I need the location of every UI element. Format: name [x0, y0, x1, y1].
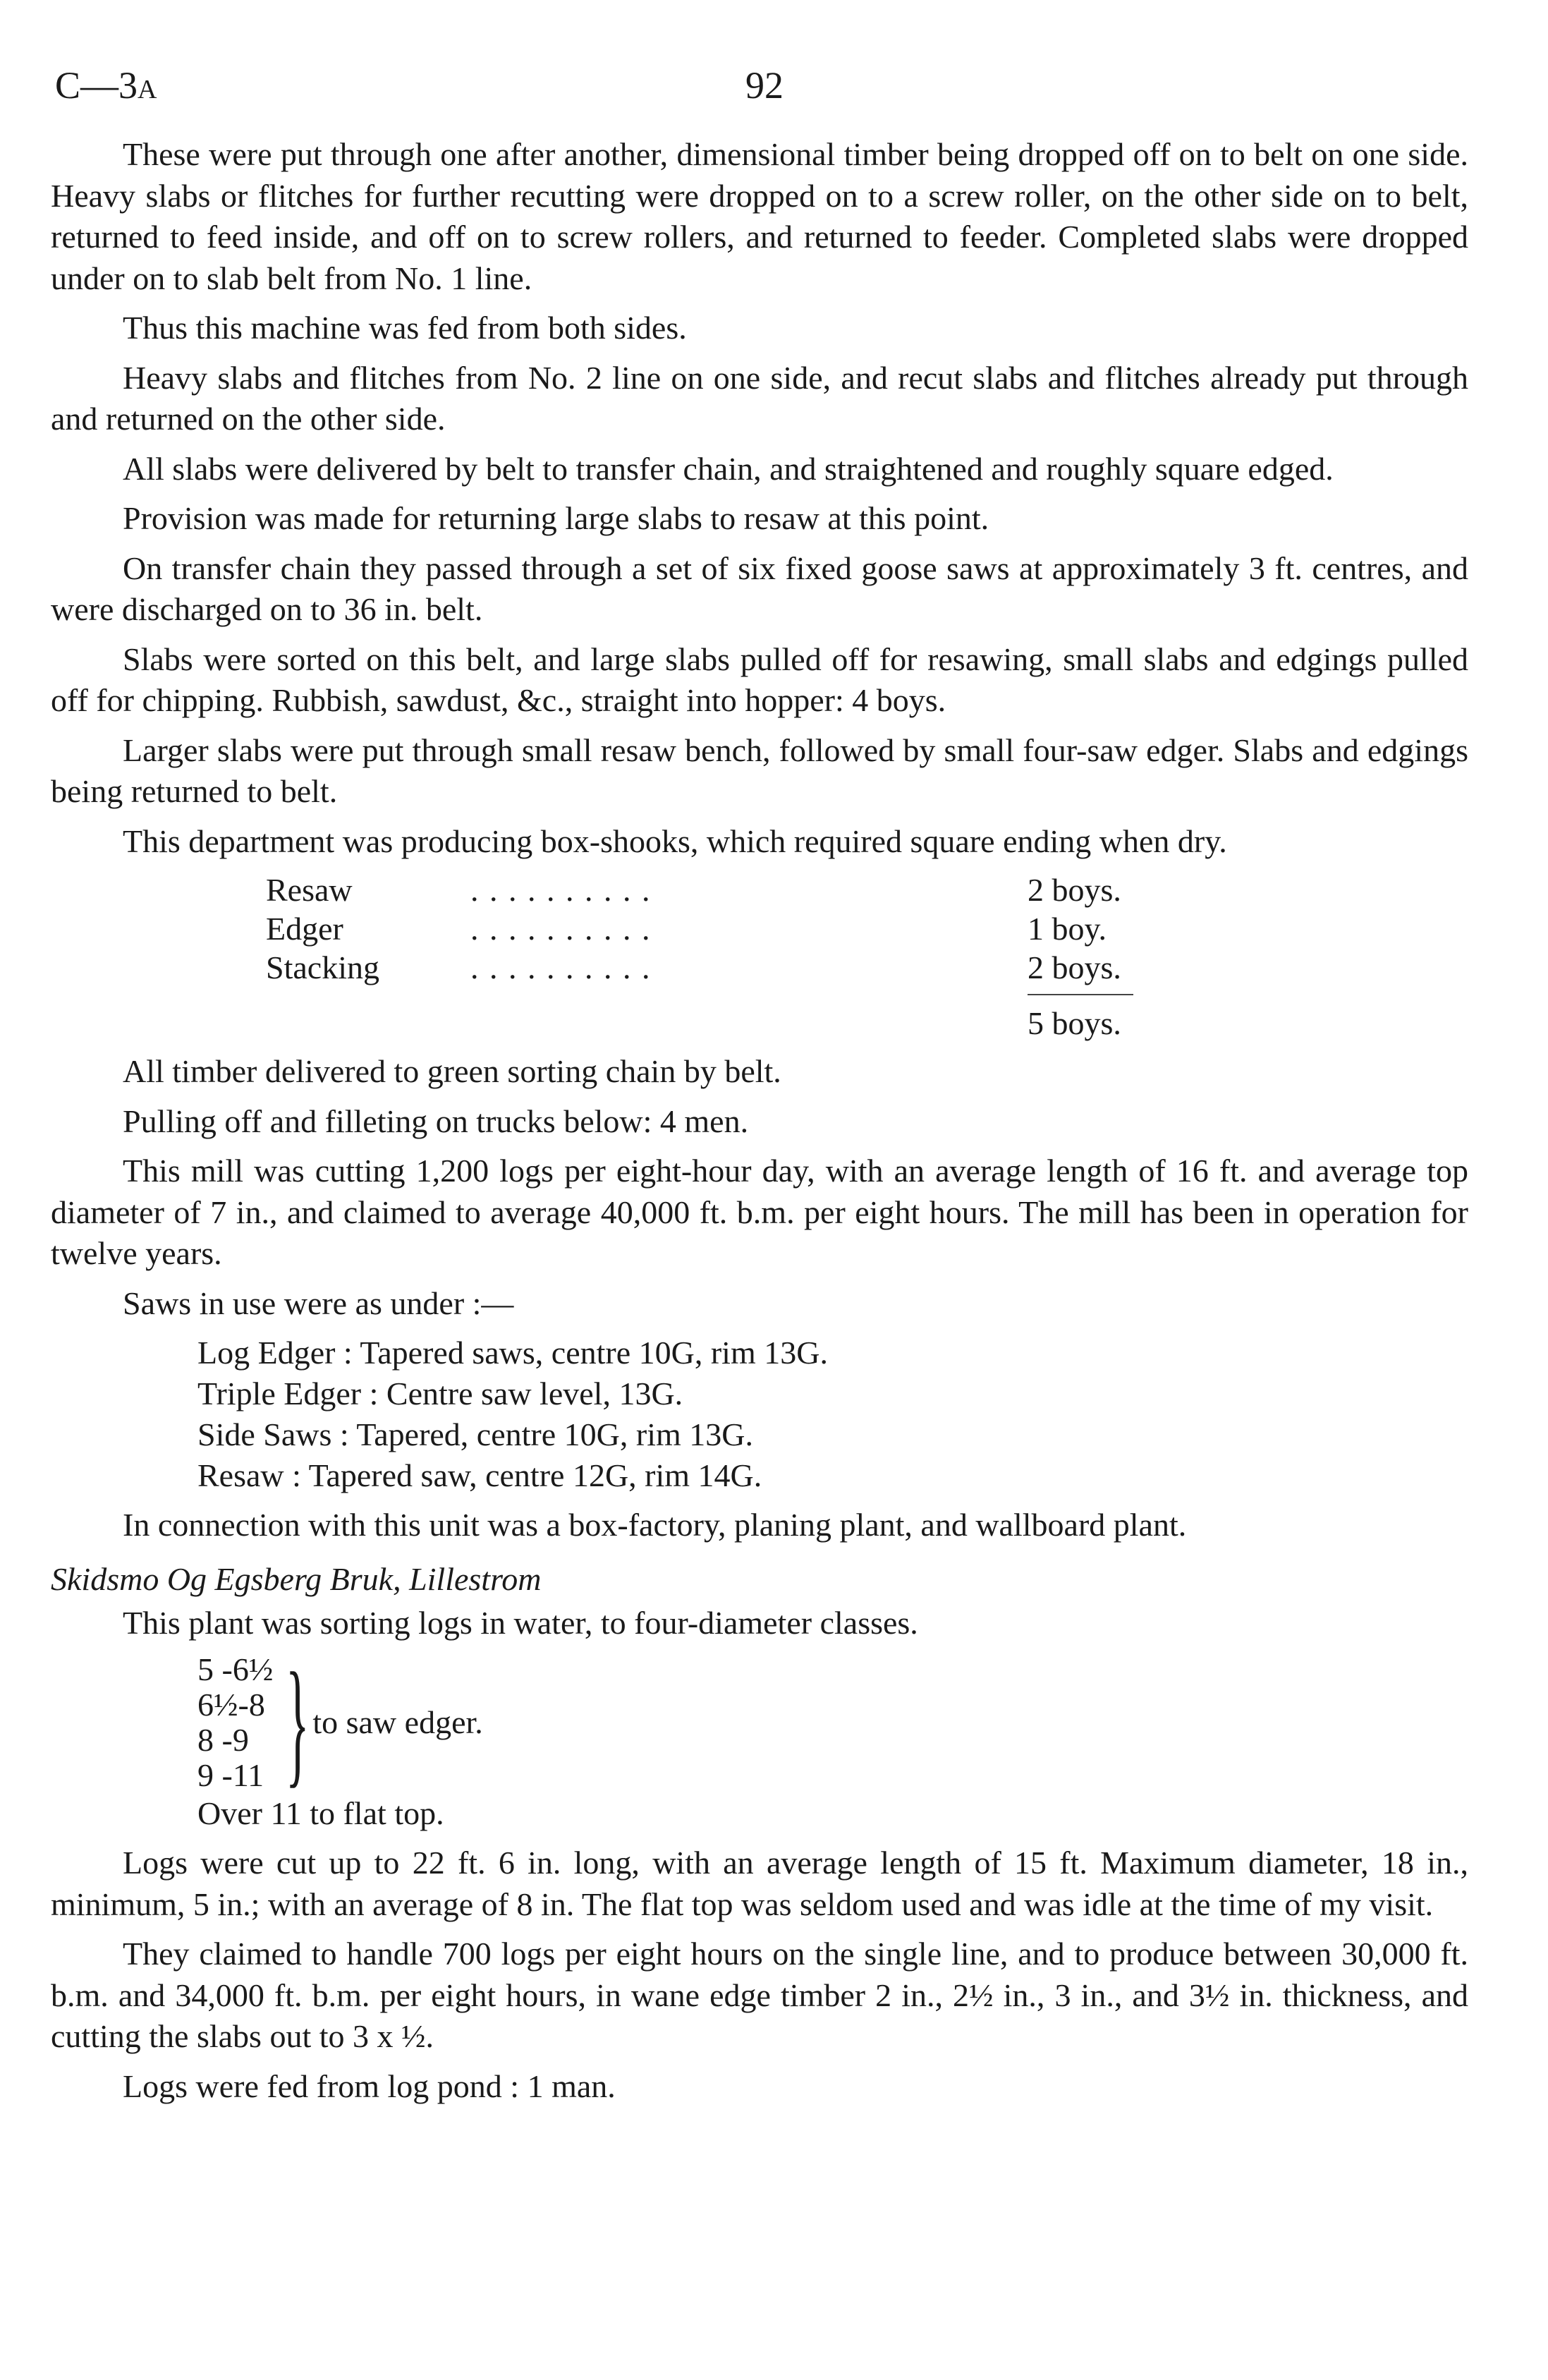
document-page [51, 63, 1468, 2115]
paragraph: Larger slabs were put through small resaw bench, followed by small four-saw edger. Slabs and edgings being returned to belt. [51, 731, 1468, 809]
crew-role: Edger [266, 911, 343, 947]
paragraph: Logs were cut up to 22 ft. 6 in. long, with an average length of 15 ft. Maximum diameter, 18 in., minimum, 5 in.; with an average of 8 in. The flat top was seldom used and was idle at the time of my visit. [51, 1845, 1468, 1922]
paragraph: Pulling off and filleting on trucks below: 4 men. [123, 1103, 749, 1139]
leader-dots: . . . . . . . . . . [470, 949, 652, 985]
class-item: 5 -6½ [197, 1651, 274, 1687]
paragraph: Saws in use were as under :— [123, 1285, 514, 1321]
saw-item: Resaw : Tapered saw, centre 12G, rim 14G. [197, 1457, 762, 1493]
paragraph: These were put through one after another, dimensional timber being dropped off on to belt on one side. Heavy slabs or flitches for further recutting were dropped on to a screw roller, on the other side on to belt, returned to feed inside, and off on to screw rollers, and returned to feeder. Completed slabs were dropped under on to slab belt from No. 1 line. [51, 136, 1468, 296]
paragraph: In connection with this unit was a box-factory, planing plant, and wallboard plant. [123, 1507, 1187, 1543]
paragraph: This mill was cutting 1,200 logs per eight-hour day, with an average length of 16 ft. and average top diameter of 7 in., and claimed to average 40,000 ft. b.m. per eight hours. The mill has been in operation for twelve years. [51, 1153, 1468, 1271]
paragraph: This plant was sorting logs in water, to four-diameter classes. [123, 1604, 918, 1641]
leader-dots: . . . . . . . . . . [470, 911, 652, 947]
class-item: 6½-8 [197, 1687, 265, 1723]
paragraph: Logs were fed from log pond : 1 man. [123, 2068, 616, 2104]
saw-item: Triple Edger : Centre saw level, 13G. [197, 1376, 683, 1411]
crew-row [266, 948, 1468, 987]
class-destination: to saw edger. [312, 1704, 483, 1740]
class-item: 8 -9 [197, 1722, 249, 1758]
crew-total: 5 boys. [1028, 1005, 1121, 1041]
paragraph: They claimed to handle 700 logs per eight hours on the single line, and to produce between 30,000 ft. b.m. and 34,000 ft. b.m. per eight hours, in wane edge timber 2 in., 2½ in., 3 in., and 3½ in. thickness, and cutting the slabs out to 3 x ½. [51, 1936, 1468, 2054]
crew-count: 1 boy. [1028, 911, 1107, 947]
class-list [197, 1652, 273, 1793]
page-number: 92 [745, 64, 784, 107]
section-heading: Skidsmo Og Egsberg Bruk, Lillestrom [51, 1560, 542, 1597]
paragraph: All slabs were delivered by belt to transfer chain, and straightened and roughly square edged. [123, 450, 1334, 487]
document-code-main: C—3 [55, 64, 138, 107]
document-code-sub: A [138, 75, 157, 104]
class-item: 9 -11 [197, 1757, 264, 1793]
crew-row [266, 870, 1468, 909]
paragraph: All timber delivered to green sorting chain by belt. [123, 1053, 781, 1089]
paragraph: Provision was made for returning large slabs to resaw at this point. [123, 500, 989, 536]
saw-item: Log Edger : Tapered saws, centre 10G, rim 13G. [197, 1335, 828, 1371]
sum-rule [1028, 994, 1133, 995]
crew-row [266, 909, 1468, 948]
saws-list [197, 1332, 1468, 1496]
paragraph: This department was producing box-shooks, which required square ending when dry. [123, 822, 1227, 859]
brace-glyph: } [286, 1644, 310, 1800]
leader-dots: . . . . . . . . . . [470, 872, 652, 908]
over-class: Over 11 to flat top. [197, 1795, 444, 1831]
crew-role: Resaw [266, 872, 353, 908]
paragraph: Thus this machine was fed from both sides. [123, 310, 687, 346]
paragraph: On transfer chain they passed through a set of six fixed goose saws at approximately 3 ft. centres, and were discharged on to 36 in. belt. [51, 550, 1468, 627]
document-code [55, 63, 157, 107]
saw-item: Side Saws : Tapered, centre 10G, rim 13G. [197, 1416, 753, 1452]
page-header [51, 63, 1468, 127]
paragraph: Heavy slabs and flitches from No. 2 line on one side, and recut slabs and flitches already put through and returned on the other side. [51, 359, 1468, 437]
paragraph: Slabs were sorted on this belt, and large slabs pulled off for resawing, small slabs and edgings pulled off for chipping. Rubbish, sawdust, &c., straight into hopper: 4 boys. [51, 640, 1468, 718]
crew-table [266, 870, 1468, 1043]
crew-count: 2 boys. [1028, 949, 1121, 985]
crew-role: Stacking [266, 949, 379, 985]
crew-count: 2 boys. [1028, 872, 1121, 908]
diameter-classes [197, 1644, 1468, 1800]
